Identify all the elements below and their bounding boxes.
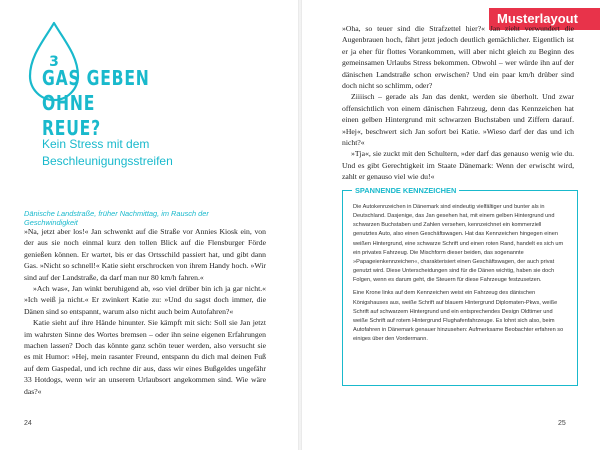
chapter-subtitle-line-2: Beschleunigungsstreifen bbox=[42, 154, 173, 168]
info-paragraph: Eine Krone links auf dem Kennzeichen weist ein Fahrzeug des dänischen Königshauses aus, weiße Schrift auf blauem Hintergrund Diplomaten-Pkws, weiße Schrift auf schwarzem Hintergrund und ein entsprechendes Design Oldtimer und weiße Schrift auf rotem Hintergrund Flughafenfahrzeuge. Es lohnt sich also, beim Autofahren in Dänemark genauer hinzusehen: Aufmerksame Beobachter erfahren so einiges über den Vordermann. bbox=[353, 290, 564, 343]
scene-location-line: Dänische Landstraße, früher Nachmittag, im Rausch der Geschwindigkeit bbox=[24, 209, 209, 227]
chapter-subtitle-line-1: Kein Stress mit dem bbox=[42, 137, 150, 151]
right-body-text bbox=[342, 23, 574, 183]
chapter-title-line-1: GAS GEBEN bbox=[42, 66, 150, 90]
info-box-title-wrap bbox=[342, 186, 578, 196]
info-paragraph: Die Autokennzeichen in Dänemark sind eindeutig vielfältiger und bunter als in Deutschland. Dasjenige, das Jan gesehen hat, mit einem gelben Hintergrund und schwarzen Buchstaben und Zahlen versehen, kennzeichnet ein kommerziell genutztes Auto, also einen Geschäftswagen. Hat das Kennzeichen hingegen einen weißen Hintergrund, eine schwarze Schrift und einen roten Rand, handelt es sich um ein privates Fahrzeug. Die Mischform dieser beiden, das sogenannte »Papageienkennzeichen«, charakterisiert einen Geschäftswagen, der auch privat genutzt wird. Diese Unterscheidungen sind für die Dänen wichtig, haben sie doch Folgen, wenn es darum geht, die Steuern für diese Fahrzeuge festzusetzen. bbox=[353, 204, 564, 284]
chapter-title-line-2: OHNE REUE? bbox=[42, 91, 101, 140]
left-page bbox=[0, 0, 298, 450]
info-box-title: SPANNENDE KENNZEICHEN bbox=[352, 186, 459, 196]
page-number-right: 25 bbox=[558, 420, 566, 427]
paragraph: »Na, jetzt aber los!« Jan schwenkt auf die Straße vor Annies Kiosk ein, von der aus sie noch einmal kurz den tollen Blick auf die Flensburger Förde genießen können. Er wartet, bis er das Ortsschild passiert hat, und gibt dann Gas. »Nicht so schnell!« Katie sieht erschrocken von ihrem Handy hoch. »Wir sind auf der Landstraße, da darf man nur 80 km/h fahren.« bbox=[24, 227, 266, 282]
page-number-left: 24 bbox=[24, 420, 32, 427]
paragraph: »Oha, so teuer sind die Strafzettel hier?« Jan zieht verwundert die Augenbrauen hoch, fährt jetzt jedoch deutlich gemächlicher. Eigentlich ist er ja eher für flottes Vorankommen, will aber nicht gleich zu Beginn des gemeinsamen Urlaubs Stress bekommen. Obwohl – wer würde ihn auf der dänischen Landstraße schon erwischen? Und ein paar km/h drüber sind doch nicht so schlimm, oder? bbox=[342, 24, 574, 91]
paragraph: Ziiiisch – gerade als Jan das denkt, werden sie überholt. Und zwar offensichtlich von einem dänischen Fahrzeug, denn das Kennzeichen hat einen gelben Hintergrund mit schwarzen Buchstaben und Ziffern darauf. »Hej«, beschwert sich Jan sofort bei Katie. »Wieso darf der das und ich nicht?« bbox=[342, 92, 574, 148]
paragraph: Katie sieht auf ihre Hände hinunter. Sie kämpft mit sich: Soll sie Jan jetzt im wahrsten Sinne des Wortes bremsen – oder ihn seine eigenen Erfahrungen machen lassen? Doch das könnte ganz schön teuer werden, also versucht sie es mit Humor: »Hej, mein rasanter Freund, entspann du dich mal deinen Fuß auf dem Gaspedal, und ich rechne dir aus, dass wir eines Bußgeldes ungefähr 33 Hotdogs, wenn wir an unserem Urlaubsort angekommen sind. Wie wäre das?« bbox=[24, 318, 266, 396]
chapter-title bbox=[42, 66, 159, 141]
left-body-text bbox=[24, 226, 266, 397]
chapter-subtitle bbox=[42, 136, 222, 170]
info-box-body bbox=[353, 203, 567, 344]
musterlayout-badge: Musterlayout bbox=[489, 8, 600, 30]
paragraph: »Tja«, sie zuckt mit den Schultern, »der darf das genauso wenig wie du. Und es gibt Gerechtigkeit im Staate Dänemark: Wenn der erwischt wird, zahlt er genauso viel wie du!« bbox=[342, 149, 574, 182]
info-box bbox=[342, 190, 578, 386]
chapter-number: 3 bbox=[49, 54, 59, 70]
paragraph: »Ach was«, Jan winkt beruhigend ab, »so viel drüber bin ich ja gar nicht.« »Ich weiß ja nicht.« Er zwinkert Katie zu: »Und du sagst doch immer, die Dänen sind so entspannt, warum also nicht auch beim Autofahren?« bbox=[24, 284, 266, 316]
